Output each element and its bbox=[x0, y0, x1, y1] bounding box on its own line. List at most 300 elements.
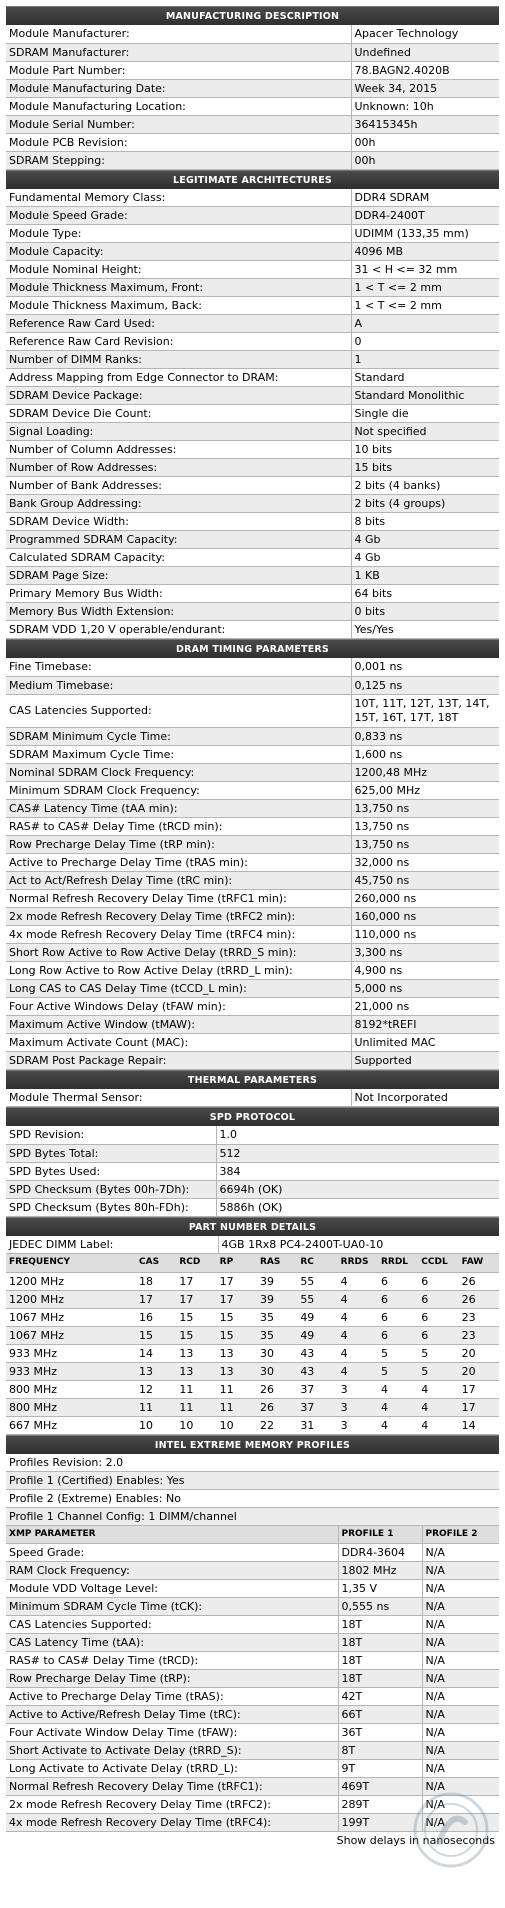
xmp-cell: 66T bbox=[338, 1706, 422, 1724]
table-row bbox=[6, 745, 499, 763]
frequency-cell: 14 bbox=[459, 1416, 499, 1434]
frequency-column-header: CAS bbox=[136, 1254, 176, 1272]
row-label: SPD Checksum (Bytes 00h-7Dh): bbox=[6, 1180, 216, 1198]
xmp-cell: Normal Refresh Recovery Delay Time (tRFC1): bbox=[6, 1778, 338, 1796]
table-row bbox=[6, 1051, 499, 1069]
frequency-cell: 5 bbox=[418, 1362, 458, 1380]
xmp-cell: 0,555 ns bbox=[338, 1598, 422, 1616]
row-value: 36415345h bbox=[351, 115, 499, 133]
frequency-cell: 4 bbox=[418, 1380, 458, 1398]
table-row bbox=[6, 1344, 499, 1362]
frequency-column-header: RC bbox=[297, 1254, 337, 1272]
row-label: Module Manufacturing Date: bbox=[6, 79, 351, 97]
row-label: Minimum SDRAM Clock Frequency: bbox=[6, 781, 351, 799]
frequency-cell: 26 bbox=[459, 1290, 499, 1308]
table-row bbox=[6, 1290, 499, 1308]
frequency-cell: 15 bbox=[217, 1308, 257, 1326]
row-label: SDRAM Manufacturer: bbox=[6, 43, 351, 61]
table-row bbox=[6, 1162, 499, 1180]
row-label: Module Capacity: bbox=[6, 243, 351, 261]
frequency-cell: 13 bbox=[217, 1362, 257, 1380]
table-row bbox=[6, 1326, 499, 1344]
row-label: SDRAM Maximum Cycle Time: bbox=[6, 745, 351, 763]
frequency-cell: 4 bbox=[338, 1362, 378, 1380]
manufacturing-table bbox=[6, 25, 499, 170]
xmp-info-line: Profile 2 (Extreme) Enables: No bbox=[6, 1490, 499, 1508]
row-label: Long Row Active to Row Active Delay (tRRD_L min): bbox=[6, 961, 351, 979]
xmp-cell: N/A bbox=[422, 1814, 499, 1832]
frequency-table bbox=[6, 1254, 499, 1435]
frequency-cell: 4 bbox=[418, 1398, 458, 1416]
table-row bbox=[6, 1688, 499, 1706]
frequency-cell: 1200 MHz bbox=[6, 1272, 136, 1290]
table-row bbox=[6, 889, 499, 907]
xmp-column-header: XMP PARAMETER bbox=[6, 1526, 338, 1544]
frequency-cell: 15 bbox=[217, 1326, 257, 1344]
table-row bbox=[6, 1362, 499, 1380]
table-row bbox=[6, 261, 499, 279]
row-value: 0,833 ns bbox=[351, 727, 499, 745]
table-row bbox=[6, 1724, 499, 1742]
frequency-cell: 4 bbox=[338, 1326, 378, 1344]
table-row bbox=[6, 43, 499, 61]
table-row bbox=[6, 531, 499, 549]
row-label: Number of DIMM Ranks: bbox=[6, 351, 351, 369]
row-label: Long CAS to CAS Delay Time (tCCD_L min): bbox=[6, 979, 351, 997]
row-label: Active to Precharge Delay Time (tRAS min): bbox=[6, 853, 351, 871]
row-value: 8 bits bbox=[351, 513, 499, 531]
xmp-cell: N/A bbox=[422, 1760, 499, 1778]
frequency-cell: 17 bbox=[217, 1290, 257, 1308]
xmp-header: INTEL EXTREME MEMORY PROFILES bbox=[6, 1435, 499, 1454]
row-value: 10 bits bbox=[351, 441, 499, 459]
frequency-cell: 4 bbox=[338, 1344, 378, 1362]
table-row bbox=[6, 513, 499, 531]
frequency-cell: 3 bbox=[338, 1380, 378, 1398]
row-label: Maximum Activate Count (MAC): bbox=[6, 1033, 351, 1051]
row-value: 64 bits bbox=[351, 585, 499, 603]
table-row bbox=[6, 351, 499, 369]
frequency-cell: 800 MHz bbox=[6, 1380, 136, 1398]
table-row bbox=[6, 997, 499, 1015]
row-label: 4x mode Refresh Recovery Delay Time (tRFC4 min): bbox=[6, 925, 351, 943]
row-label: SDRAM Minimum Cycle Time: bbox=[6, 727, 351, 745]
row-value: Supported bbox=[351, 1051, 499, 1069]
row-label: 2x mode Refresh Recovery Delay Time (tRFC2 min): bbox=[6, 907, 351, 925]
xmp-cell: 18T bbox=[338, 1616, 422, 1634]
row-label: Fundamental Memory Class: bbox=[6, 189, 351, 207]
table-row bbox=[6, 405, 499, 423]
frequency-cell: 22 bbox=[257, 1416, 297, 1434]
table-row bbox=[6, 1198, 499, 1216]
row-value: Apacer Technology bbox=[351, 25, 499, 43]
row-value: 4 Gb bbox=[351, 549, 499, 567]
table-row bbox=[6, 1015, 499, 1033]
row-value: 260,000 ns bbox=[351, 889, 499, 907]
row-value: DDR4-2400T bbox=[351, 207, 499, 225]
table-row bbox=[6, 495, 499, 513]
row-value: 4096 MB bbox=[351, 243, 499, 261]
frequency-cell: 30 bbox=[257, 1344, 297, 1362]
part-number-header: PART NUMBER DETAILS bbox=[6, 1217, 499, 1236]
show-delays-ns-link[interactable]: Show delays in nanoseconds bbox=[336, 1834, 495, 1847]
frequency-cell: 43 bbox=[297, 1344, 337, 1362]
row-label: SDRAM VDD 1,20 V operable/endurant: bbox=[6, 621, 351, 639]
frequency-cell: 12 bbox=[136, 1380, 176, 1398]
row-label: Module Manufacturer: bbox=[6, 25, 351, 43]
frequency-cell: 4 bbox=[338, 1272, 378, 1290]
frequency-cell: 23 bbox=[459, 1308, 499, 1326]
row-label: Module Part Number: bbox=[6, 61, 351, 79]
row-label: Module Thickness Maximum, Front: bbox=[6, 279, 351, 297]
frequency-cell: 11 bbox=[136, 1398, 176, 1416]
frequency-cell: 55 bbox=[297, 1272, 337, 1290]
xmp-cell: N/A bbox=[422, 1616, 499, 1634]
table-row bbox=[6, 189, 499, 207]
row-label: SDRAM Device Die Count: bbox=[6, 405, 351, 423]
row-value: 0 bits bbox=[351, 603, 499, 621]
row-label: Number of Column Addresses: bbox=[6, 441, 351, 459]
xmp-cell: N/A bbox=[422, 1598, 499, 1616]
row-value: 2 bits (4 groups) bbox=[351, 495, 499, 513]
table-row bbox=[6, 1126, 499, 1144]
row-label: SDRAM Post Package Repair: bbox=[6, 1051, 351, 1069]
frequency-cell: 11 bbox=[217, 1380, 257, 1398]
row-value: UDIMM (133,35 mm) bbox=[351, 225, 499, 243]
frequency-column-header: FAW bbox=[459, 1254, 499, 1272]
row-value: 1 < T <= 2 mm bbox=[351, 297, 499, 315]
frequency-cell: 26 bbox=[257, 1380, 297, 1398]
frequency-cell: 49 bbox=[297, 1326, 337, 1344]
table-row bbox=[6, 694, 499, 727]
row-label: Short Row Active to Row Active Delay (tRRD_S min): bbox=[6, 943, 351, 961]
row-label: CAS Latencies Supported: bbox=[6, 694, 351, 727]
xmp-cell: N/A bbox=[422, 1688, 499, 1706]
table-row bbox=[6, 1272, 499, 1290]
frequency-cell: 26 bbox=[459, 1272, 499, 1290]
table-row bbox=[6, 835, 499, 853]
row-value: DDR4 SDRAM bbox=[351, 189, 499, 207]
row-label: Reference Raw Card Revision: bbox=[6, 333, 351, 351]
row-value: Standard Monolithic bbox=[351, 387, 499, 405]
frequency-column-header: FREQUENCY bbox=[6, 1254, 136, 1272]
frequency-cell: 11 bbox=[217, 1398, 257, 1416]
table-row bbox=[6, 1089, 499, 1107]
frequency-cell: 23 bbox=[459, 1326, 499, 1344]
row-label: Maximum Active Window (tMAW): bbox=[6, 1015, 351, 1033]
frequency-cell: 6 bbox=[378, 1272, 418, 1290]
frequency-cell: 13 bbox=[176, 1362, 216, 1380]
table-row bbox=[6, 369, 499, 387]
table-row bbox=[6, 603, 499, 621]
frequency-cell: 10 bbox=[136, 1416, 176, 1434]
architectures-header: LEGITIMATE ARCHITECTURES bbox=[6, 170, 499, 189]
frequency-cell: 1200 MHz bbox=[6, 1290, 136, 1308]
row-value: 1200,48 MHz bbox=[351, 763, 499, 781]
frequency-cell: 17 bbox=[459, 1398, 499, 1416]
frequency-cell: 4 bbox=[378, 1416, 418, 1434]
table-row bbox=[6, 61, 499, 79]
row-value: 10T, 11T, 12T, 13T, 14T, 15T, 16T, 17T, 18T bbox=[351, 694, 499, 727]
manufacturing-header: MANUFACTURING DESCRIPTION bbox=[6, 6, 499, 25]
thermal-table bbox=[6, 1089, 499, 1108]
row-value: 110,000 ns bbox=[351, 925, 499, 943]
frequency-cell: 39 bbox=[257, 1290, 297, 1308]
frequency-column-header: RCD bbox=[176, 1254, 216, 1272]
table-row bbox=[6, 1634, 499, 1652]
table-row bbox=[6, 387, 499, 405]
table-row bbox=[6, 658, 499, 676]
frequency-cell: 39 bbox=[257, 1272, 297, 1290]
row-value: 0,001 ns bbox=[351, 658, 499, 676]
frequency-cell: 4 bbox=[338, 1290, 378, 1308]
xmp-cell: N/A bbox=[422, 1724, 499, 1742]
row-label: SDRAM Device Package: bbox=[6, 387, 351, 405]
table-row bbox=[6, 1670, 499, 1688]
frequency-cell: 5 bbox=[378, 1344, 418, 1362]
row-label: SDRAM Stepping: bbox=[6, 151, 351, 169]
table-row bbox=[6, 79, 499, 97]
table-row bbox=[6, 423, 499, 441]
frequency-cell: 17 bbox=[217, 1272, 257, 1290]
row-label: JEDEC DIMM Label: bbox=[6, 1236, 218, 1254]
xmp-cell: N/A bbox=[422, 1778, 499, 1796]
frequency-cell: 17 bbox=[459, 1380, 499, 1398]
timing-table bbox=[6, 658, 499, 1070]
table-row bbox=[6, 1742, 499, 1760]
frequency-cell: 933 MHz bbox=[6, 1344, 136, 1362]
spd-table bbox=[6, 1126, 499, 1217]
table-row bbox=[6, 1580, 499, 1598]
table-row bbox=[6, 1308, 499, 1326]
frequency-cell: 11 bbox=[176, 1398, 216, 1416]
frequency-cell: 30 bbox=[257, 1362, 297, 1380]
row-value: 4GB 1Rx8 PC4-2400T-UA0-10 bbox=[218, 1236, 499, 1254]
row-value: Not Incorporated bbox=[351, 1089, 499, 1107]
xmp-cell: 18T bbox=[338, 1634, 422, 1652]
xmp-cell: Active to Precharge Delay Time (tRAS): bbox=[6, 1688, 338, 1706]
row-value: 0,125 ns bbox=[351, 676, 499, 694]
xmp-cell: 9T bbox=[338, 1760, 422, 1778]
row-label: Row Precharge Delay Time (tRP min): bbox=[6, 835, 351, 853]
table-row bbox=[6, 585, 499, 603]
frequency-cell: 35 bbox=[257, 1308, 297, 1326]
table-row bbox=[6, 1616, 499, 1634]
table-row bbox=[6, 1180, 499, 1198]
frequency-cell: 16 bbox=[136, 1308, 176, 1326]
row-value: 625,00 MHz bbox=[351, 781, 499, 799]
table-row bbox=[6, 871, 499, 889]
row-label: Memory Bus Width Extension: bbox=[6, 603, 351, 621]
timing-header: DRAM TIMING PARAMETERS bbox=[6, 639, 499, 658]
xmp-column-header: PROFILE 1 bbox=[338, 1526, 422, 1544]
xmp-cell: 1,35 V bbox=[338, 1580, 422, 1598]
frequency-cell: 17 bbox=[136, 1290, 176, 1308]
table-row bbox=[6, 133, 499, 151]
frequency-cell: 667 MHz bbox=[6, 1416, 136, 1434]
frequency-cell: 20 bbox=[459, 1362, 499, 1380]
frequency-cell: 4 bbox=[378, 1380, 418, 1398]
table-row bbox=[6, 297, 499, 315]
table-row bbox=[6, 1398, 499, 1416]
frequency-cell: 6 bbox=[418, 1290, 458, 1308]
row-value: Standard bbox=[351, 369, 499, 387]
row-value: 4,900 ns bbox=[351, 961, 499, 979]
frequency-cell: 1067 MHz bbox=[6, 1308, 136, 1326]
row-value: 32,000 ns bbox=[351, 853, 499, 871]
spd-header: SPD PROTOCOL bbox=[6, 1107, 499, 1126]
table-row bbox=[6, 763, 499, 781]
row-label: Module Manufacturing Location: bbox=[6, 97, 351, 115]
frequency-cell: 49 bbox=[297, 1308, 337, 1326]
row-value: 512 bbox=[216, 1144, 499, 1162]
row-label: SDRAM Device Width: bbox=[6, 513, 351, 531]
row-label: Calculated SDRAM Capacity: bbox=[6, 549, 351, 567]
row-label: Module Thickness Maximum, Back: bbox=[6, 297, 351, 315]
row-value: 13,750 ns bbox=[351, 817, 499, 835]
table-row bbox=[6, 1544, 499, 1562]
table-row bbox=[6, 207, 499, 225]
xmp-info-line: Profile 1 (Certified) Enables: Yes bbox=[6, 1472, 499, 1490]
table-row bbox=[6, 477, 499, 495]
watermark-logo-icon bbox=[411, 1790, 491, 1870]
frequency-cell: 4 bbox=[338, 1308, 378, 1326]
row-label: Act to Act/Refresh Delay Time (tRC min): bbox=[6, 871, 351, 889]
xmp-cell: CAS Latency Time (tAA): bbox=[6, 1634, 338, 1652]
frequency-cell: 11 bbox=[176, 1380, 216, 1398]
frequency-column-header: RRDS bbox=[338, 1254, 378, 1272]
architectures-table bbox=[6, 189, 499, 640]
frequency-cell: 17 bbox=[176, 1290, 216, 1308]
xmp-cell: 36T bbox=[338, 1724, 422, 1742]
row-label: CAS# Latency Time (tAA min): bbox=[6, 799, 351, 817]
row-label: Module PCB Revision: bbox=[6, 133, 351, 151]
frequency-cell: 6 bbox=[378, 1290, 418, 1308]
table-row bbox=[6, 925, 499, 943]
row-value: 21,000 ns bbox=[351, 997, 499, 1015]
row-value: 15 bits bbox=[351, 459, 499, 477]
row-label: Number of Row Addresses: bbox=[6, 459, 351, 477]
row-label: Bank Group Addressing: bbox=[6, 495, 351, 513]
table-row bbox=[6, 799, 499, 817]
xmp-cell: DDR4-3604 bbox=[338, 1544, 422, 1562]
row-label: SPD Checksum (Bytes 80h-FDh): bbox=[6, 1198, 216, 1216]
row-value: 3,300 ns bbox=[351, 943, 499, 961]
frequency-cell: 4 bbox=[378, 1398, 418, 1416]
row-label: Number of Bank Addresses: bbox=[6, 477, 351, 495]
frequency-cell: 4 bbox=[418, 1416, 458, 1434]
xmp-cell: Row Precharge Delay Time (tRP): bbox=[6, 1670, 338, 1688]
row-label: Four Active Windows Delay (tFAW min): bbox=[6, 997, 351, 1015]
row-label: Reference Raw Card Used: bbox=[6, 315, 351, 333]
table-row bbox=[6, 279, 499, 297]
table-row bbox=[6, 441, 499, 459]
row-label: Module Speed Grade: bbox=[6, 207, 351, 225]
table-row bbox=[6, 727, 499, 745]
row-label: RAS# to CAS# Delay Time (tRCD min): bbox=[6, 817, 351, 835]
frequency-cell: 15 bbox=[176, 1308, 216, 1326]
frequency-cell: 35 bbox=[257, 1326, 297, 1344]
row-value: 6694h (OK) bbox=[216, 1180, 499, 1198]
row-value: 45,750 ns bbox=[351, 871, 499, 889]
spd-report-content bbox=[6, 6, 499, 1850]
table-row bbox=[6, 621, 499, 639]
row-label: Primary Memory Bus Width: bbox=[6, 585, 351, 603]
frequency-cell: 6 bbox=[418, 1308, 458, 1326]
table-row bbox=[6, 333, 499, 351]
row-value: 31 < H <= 32 mm bbox=[351, 261, 499, 279]
thermal-header: THERMAL PARAMETERS bbox=[6, 1070, 499, 1089]
table-row bbox=[6, 1236, 499, 1254]
frequency-cell: 43 bbox=[297, 1362, 337, 1380]
xmp-cell: 199T bbox=[338, 1814, 422, 1832]
table-row bbox=[6, 315, 499, 333]
row-value: Week 34, 2015 bbox=[351, 79, 499, 97]
xmp-cell: N/A bbox=[422, 1544, 499, 1562]
frequency-cell: 10 bbox=[176, 1416, 216, 1434]
row-value: 00h bbox=[351, 151, 499, 169]
frequency-cell: 5 bbox=[378, 1362, 418, 1380]
frequency-cell: 13 bbox=[136, 1362, 176, 1380]
xmp-cell: Module VDD Voltage Level: bbox=[6, 1580, 338, 1598]
row-label: Address Mapping from Edge Connector to DRAM: bbox=[6, 369, 351, 387]
frequency-cell: 17 bbox=[176, 1272, 216, 1290]
frequency-cell: 37 bbox=[297, 1398, 337, 1416]
xmp-cell: 4x mode Refresh Recovery Delay Time (tRFC4): bbox=[6, 1814, 338, 1832]
table-row bbox=[6, 1760, 499, 1778]
row-value: 8192*tREFI bbox=[351, 1015, 499, 1033]
frequency-cell: 26 bbox=[257, 1398, 297, 1416]
xmp-cell: N/A bbox=[422, 1652, 499, 1670]
row-label: Medium Timebase: bbox=[6, 676, 351, 694]
xmp-cell: 8T bbox=[338, 1742, 422, 1760]
row-value: 160,000 ns bbox=[351, 907, 499, 925]
xmp-cell: 42T bbox=[338, 1688, 422, 1706]
xmp-cell: 2x mode Refresh Recovery Delay Time (tRFC2): bbox=[6, 1796, 338, 1814]
xmp-cell: 18T bbox=[338, 1670, 422, 1688]
row-value: 384 bbox=[216, 1162, 499, 1180]
xmp-cell: 289T bbox=[338, 1796, 422, 1814]
row-value: Unlimited MAC bbox=[351, 1033, 499, 1051]
xmp-cell: N/A bbox=[422, 1742, 499, 1760]
frequency-column-header: RAS bbox=[257, 1254, 297, 1272]
xmp-cell: CAS Latencies Supported: bbox=[6, 1616, 338, 1634]
xmp-info-line: Profiles Revision: 2.0 bbox=[6, 1454, 499, 1472]
xmp-cell: Long Activate to Activate Delay (tRRD_L): bbox=[6, 1760, 338, 1778]
row-value: 5886h (OK) bbox=[216, 1198, 499, 1216]
row-value: 2 bits (4 banks) bbox=[351, 477, 499, 495]
frequency-cell: 31 bbox=[297, 1416, 337, 1434]
frequency-cell: 6 bbox=[418, 1326, 458, 1344]
row-value: 1.0 bbox=[216, 1126, 499, 1144]
row-label: Module Serial Number: bbox=[6, 115, 351, 133]
row-value: Undefined bbox=[351, 43, 499, 61]
table-row bbox=[6, 943, 499, 961]
xmp-cell: Short Activate to Activate Delay (tRRD_S): bbox=[6, 1742, 338, 1760]
xmp-cell: RAS# to CAS# Delay Time (tRCD): bbox=[6, 1652, 338, 1670]
table-row bbox=[6, 961, 499, 979]
row-value: Yes/Yes bbox=[351, 621, 499, 639]
table-row bbox=[6, 151, 499, 169]
table-row bbox=[6, 1562, 499, 1580]
xmp-cell: N/A bbox=[422, 1670, 499, 1688]
table-row bbox=[6, 1380, 499, 1398]
table-row bbox=[6, 1706, 499, 1724]
table-row bbox=[6, 97, 499, 115]
xmp-cell: 1802 MHz bbox=[338, 1562, 422, 1580]
table-row bbox=[6, 1598, 499, 1616]
frequency-cell: 37 bbox=[297, 1380, 337, 1398]
